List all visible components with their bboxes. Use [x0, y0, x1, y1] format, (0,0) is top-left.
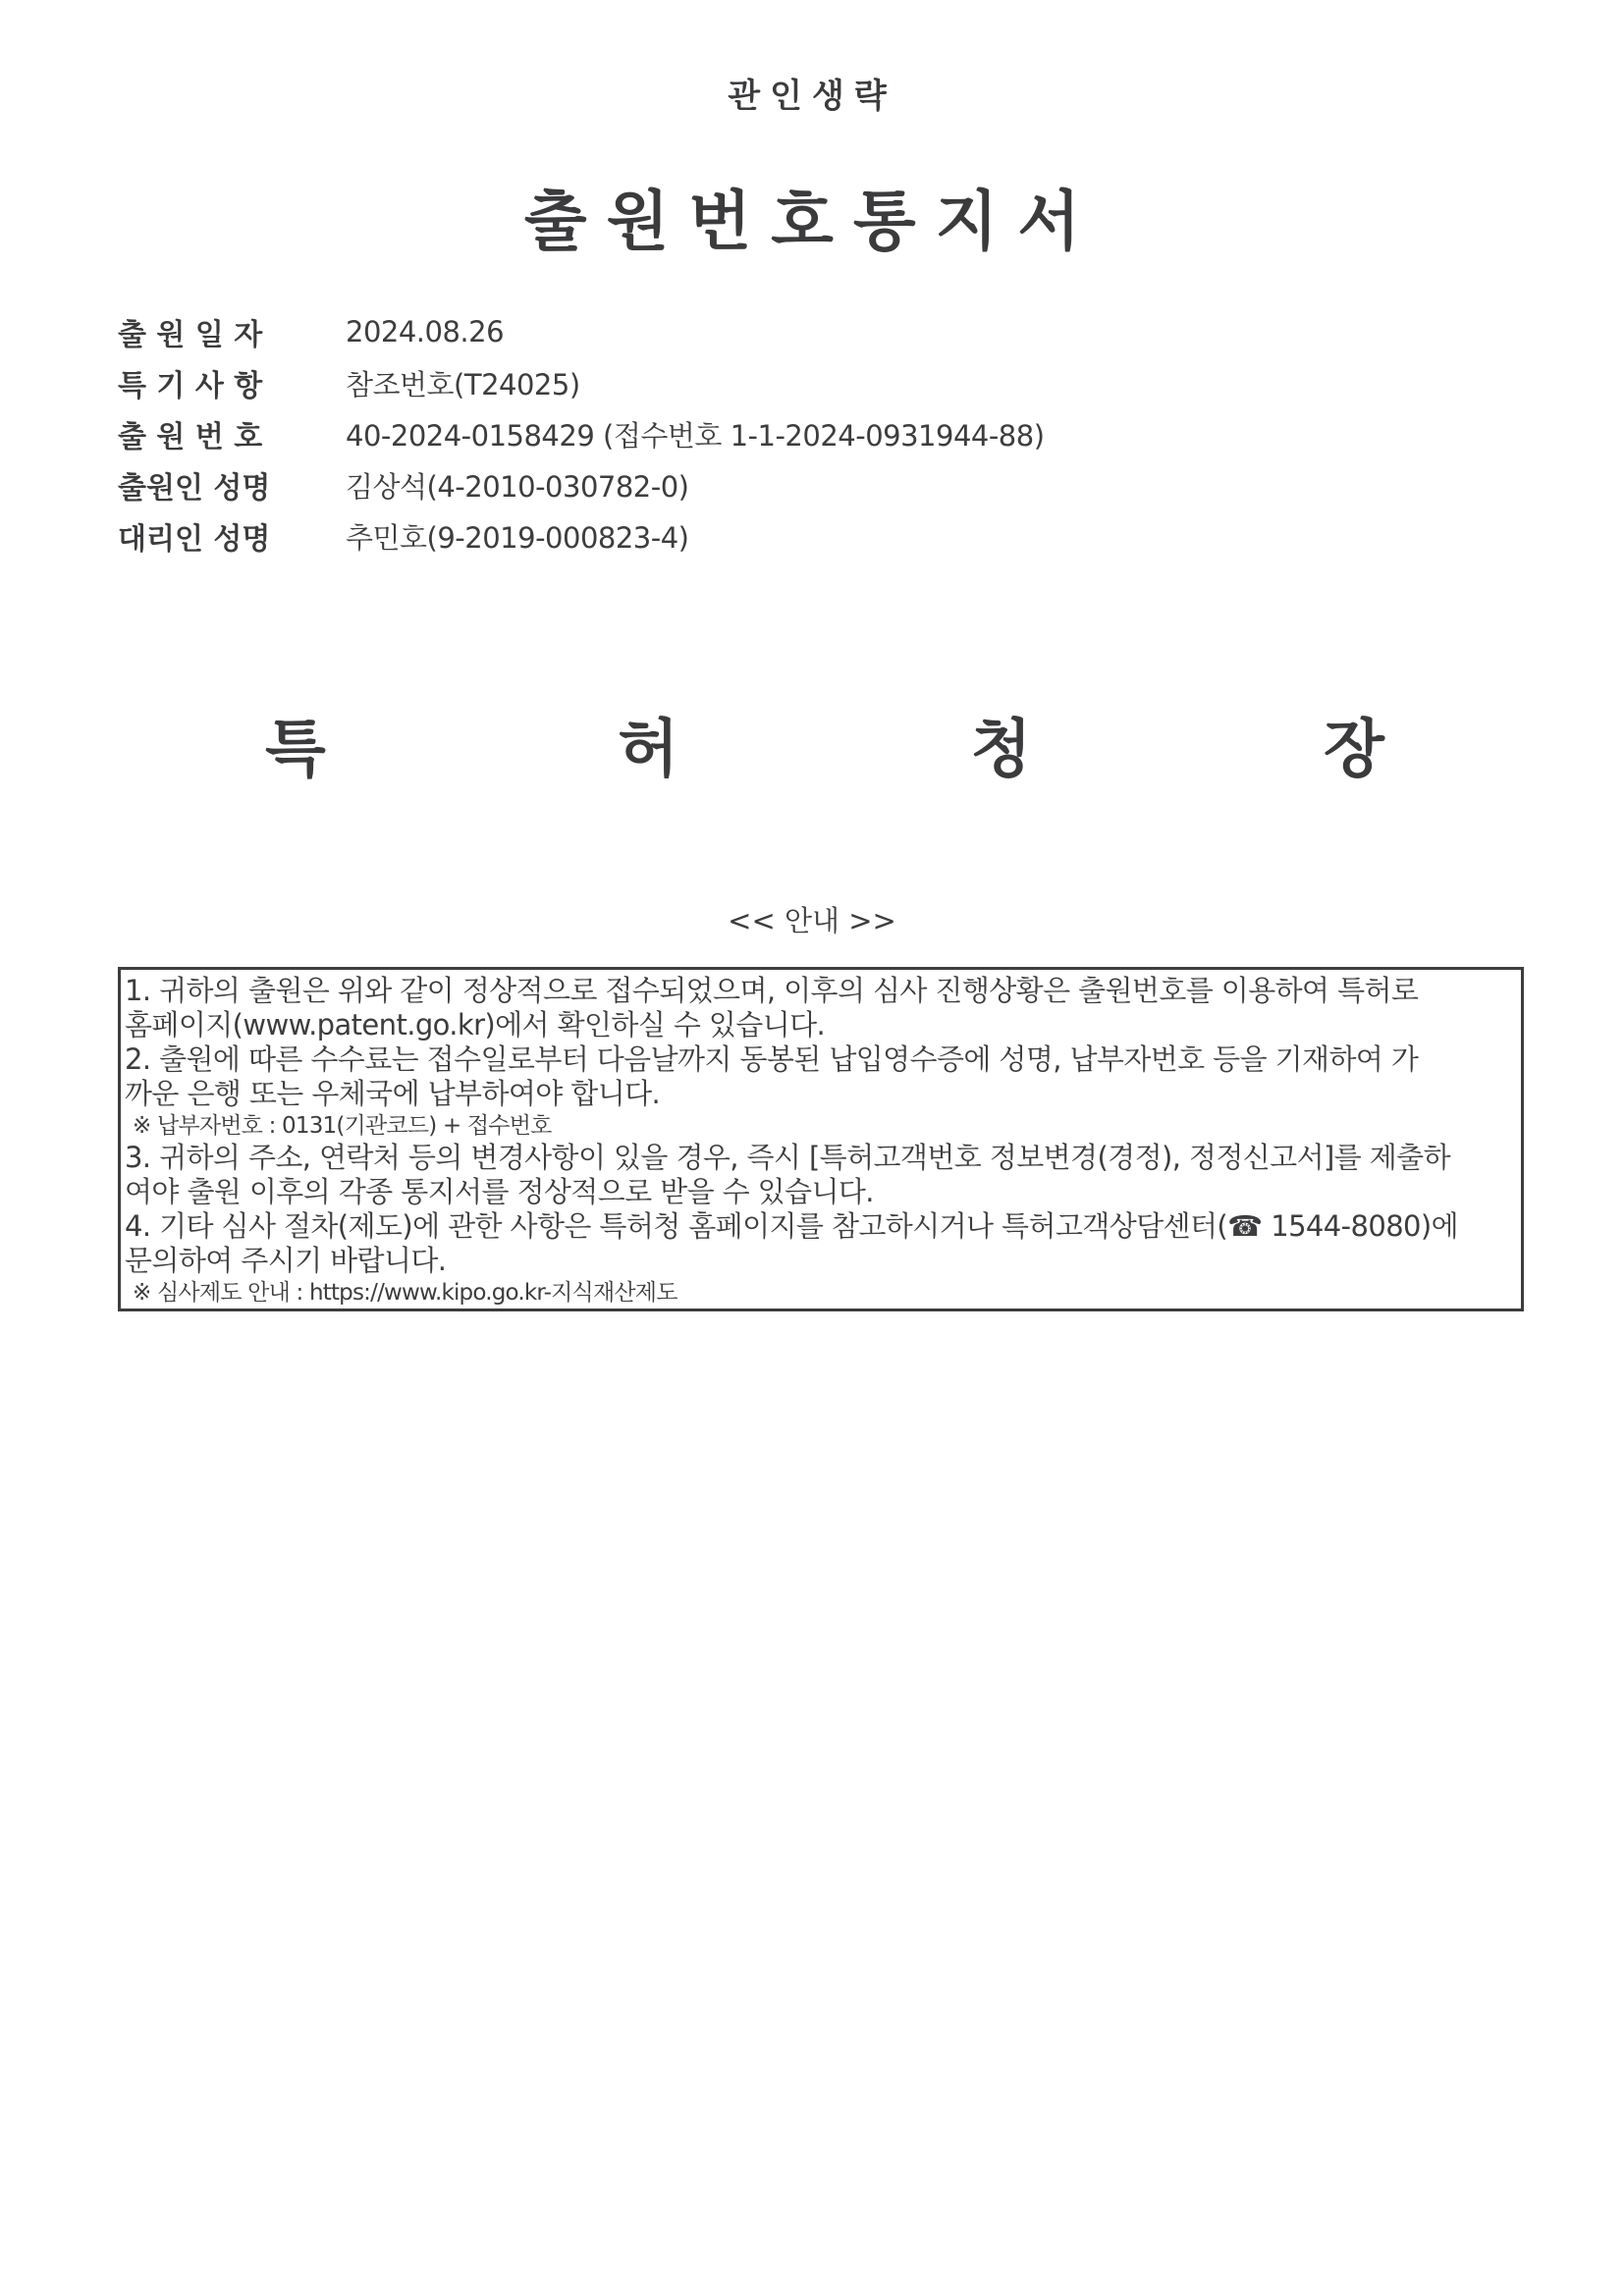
issuer-signature — [265, 699, 1384, 789]
field-label: 출 원 번 호 — [118, 420, 263, 454]
field-value: 추민호(9-2019-000823-4) — [346, 520, 689, 555]
notice-line: 문의하여 주시기 바랍니다. — [125, 1244, 447, 1277]
notice-line: 홈페이지(www.patent.go.kr)에서 확인하실 수 있습니다. — [125, 1008, 826, 1041]
issuer-char: 장 — [1324, 714, 1384, 786]
field-value: 김상석(4-2010-030782-0) — [346, 469, 689, 504]
field-value: 2024.08.26 — [346, 315, 505, 348]
field-label: 특 기 사 항 — [118, 369, 263, 403]
notice-box — [118, 967, 1524, 1311]
issuer-char: 특 — [265, 714, 326, 786]
official-seal-omitted-label: 관인생략 — [728, 77, 896, 116]
notice-note: ※ 심사제도 안내 : https://www.kipo.go.kr-지식재산제도 — [133, 1280, 677, 1306]
field-value: 참조번호(T24025) — [346, 367, 580, 401]
field-agent-name — [118, 510, 1394, 561]
notice-heading: << 안내 >> — [728, 904, 896, 937]
document-title: 출원번호통지서 — [523, 184, 1101, 259]
field-value: 40-2024-0158429 (접수번호 1-1-2024-0931944-88) — [346, 418, 1045, 453]
field-application-date — [118, 306, 1394, 357]
issuer-char: 청 — [970, 714, 1032, 786]
issuer-char: 허 — [618, 714, 679, 786]
notice-note: ※ 납부자번호 : 0131(기관코드) + 접수번호 — [133, 1113, 552, 1139]
notice-line: 4. 기타 심사 절차(제도)에 관한 사항은 특허청 홈페이지를 참고하시거나 특허고객상담센터(☎ 1544-8080)에 — [125, 1209, 1459, 1243]
field-special-notes — [118, 357, 1394, 408]
notice-line: 2. 출원에 따른 수수료는 접수일로부터 다음날까지 동봉된 납입영수증에 성명, 납부자번호 등을 기재하여 가 — [125, 1042, 1419, 1076]
field-application-number — [118, 408, 1394, 459]
notice-line: 까운 은행 또는 우체국에 납부하여야 합니다. — [125, 1077, 661, 1110]
field-label: 대리인 성명 — [118, 522, 271, 557]
notice-line: 여야 출원 이후의 각종 통지서를 정상적으로 받을 수 있습니다. — [125, 1175, 874, 1208]
application-info — [118, 306, 1394, 561]
field-label: 출원인 성명 — [118, 471, 271, 506]
notice-line: 1. 귀하의 출원은 위와 같이 정상적으로 접수되었으며, 이후의 심사 진행상황은 출원번호를 이용하여 특허로 — [125, 974, 1419, 1007]
notice-line: 3. 귀하의 주소, 연락처 등의 변경사항이 있을 경우, 즉시 [특허고객번호 정보변경(경정), 정정신고서]를 제출하 — [125, 1141, 1450, 1174]
field-applicant-name — [118, 459, 1394, 510]
field-label: 출 원 일 자 — [118, 318, 263, 352]
